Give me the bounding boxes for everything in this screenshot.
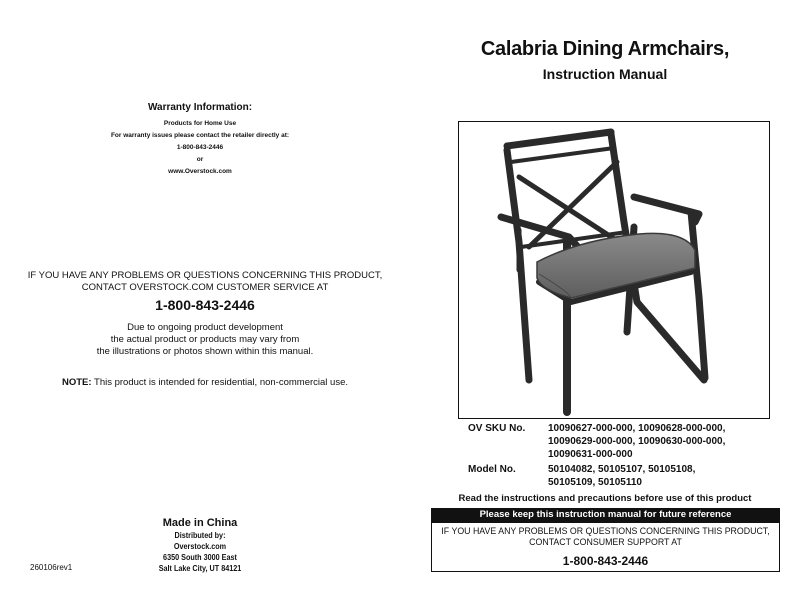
warranty-line: For warranty issues please contact the retailer directly at:	[110, 132, 290, 139]
product-title: Calabria Dining Armchairs,	[480, 38, 730, 60]
support-line-2: CONTACT CONSUMER SUPPORT AT	[529, 537, 682, 547]
manual-subtitle: Instruction Manual	[542, 66, 668, 82]
problems-line-1: IF YOU HAVE ANY PROBLEMS OR QUESTIONS CONCERNING THIS PRODUCT,	[27, 270, 383, 281]
sku-block	[468, 422, 778, 489]
dev-line-3: the illustrations or photos shown within this manual.	[96, 346, 314, 357]
ov-sku-label: OV SKU No.	[468, 423, 526, 434]
note-label: NOTE:	[61, 377, 92, 388]
distributor-company: Overstock.com	[173, 541, 227, 551]
keep-manual-banner: Please keep this instruction manual for future reference	[431, 508, 780, 522]
model-value: 50104082, 50105107, 50105108,	[548, 464, 696, 475]
customer-service-block	[20, 270, 390, 313]
warranty-line: or	[196, 156, 204, 163]
model-value: 50105109, 50105110	[548, 477, 642, 488]
warranty-info	[100, 102, 300, 179]
warranty-line: www.Overstock.com	[168, 168, 232, 175]
warranty-line: 1-800-843-2446	[176, 144, 224, 151]
consumer-support-box	[431, 522, 780, 572]
model-label: Model No.	[468, 464, 516, 475]
consumer-support-phone: 1-800-843-2446	[562, 554, 649, 568]
distributed-by-label: Distributed by:	[174, 530, 226, 540]
support-line-1: IF YOU HAVE ANY PROBLEMS OR QUESTIONS CONCERNING THIS PRODUCT,	[441, 526, 770, 536]
ov-sku-value: 10090629-000-000, 10090630-000-000,	[548, 436, 726, 447]
product-photo-frame	[458, 121, 770, 419]
ov-sku-value: 10090627-000-000, 10090628-000-000,	[548, 423, 726, 434]
sku-row	[468, 422, 778, 435]
read-instructions-notice: Read the instructions and precautions before use of this product	[458, 493, 752, 504]
ov-sku-value: 10090631-000-000	[548, 449, 633, 460]
document-code: 260106rev1	[30, 563, 73, 572]
model-row	[468, 463, 778, 476]
armchair-photo-icon	[459, 122, 768, 417]
made-in-label: Made in China	[162, 517, 238, 529]
note-text: This product is intended for residential, non-commercial use.	[94, 377, 348, 388]
model-row	[468, 476, 778, 489]
problems-line-2: CONTACT OVERSTOCK.COM CUSTOMER SERVICE AT	[81, 282, 329, 293]
dev-line-2: the actual product or products may vary from	[110, 334, 300, 345]
sku-row	[468, 435, 778, 448]
customer-service-phone: 1-800-843-2446	[155, 297, 255, 313]
distributor-city: Salt Lake City, UT 84121	[158, 563, 242, 573]
residential-use-note	[40, 377, 370, 388]
distributor-address: 6350 South 3000 East	[163, 552, 237, 562]
warranty-title: Warranty Information:	[147, 102, 253, 113]
sku-row	[468, 448, 778, 461]
dev-line-1: Due to ongoing product development	[127, 322, 283, 333]
distributor-info	[130, 517, 270, 574]
manual-header	[430, 38, 780, 82]
product-development-disclaimer	[50, 322, 360, 358]
warranty-line: Products for Home Use	[163, 120, 237, 127]
